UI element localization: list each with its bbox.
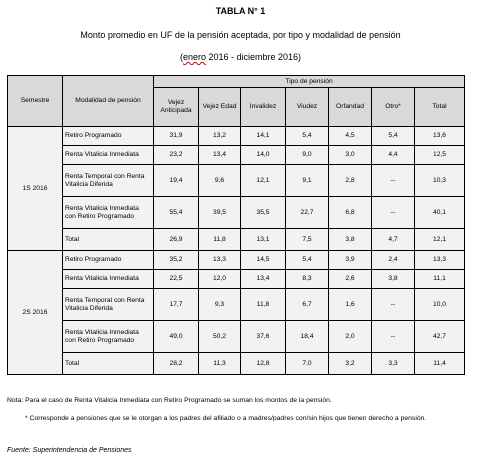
value-cell: --: [372, 289, 415, 321]
value-cell: 28,2: [154, 353, 199, 375]
modalidad-cell: Retiro Programado: [63, 127, 154, 146]
value-cell: 3,0: [329, 146, 372, 165]
value-cell: 13,2: [199, 127, 241, 146]
value-cell: 13,1: [241, 229, 286, 251]
value-cell: 3,8: [329, 229, 372, 251]
table-subtitle: Monto promedio en UF de la pensión aceptada, por tipo y modalidad de pensión: [80, 30, 401, 40]
table-row: [8, 251, 465, 270]
value-cell: 26,9: [154, 229, 199, 251]
value-cell: 13,3: [415, 251, 465, 270]
value-cell: 9,1: [286, 165, 329, 197]
header-col: Total: [415, 88, 465, 127]
value-cell: 13,4: [241, 270, 286, 289]
value-cell: 13,6: [415, 127, 465, 146]
modalidad-cell: Retiro Programado: [63, 251, 154, 270]
modalidad-cell: Total: [63, 353, 154, 375]
value-cell: 17,7: [154, 289, 199, 321]
value-cell: 11,8: [241, 289, 286, 321]
source-text: Fuente: Superintendencia de Pensiones: [7, 447, 132, 454]
value-cell: 49,0: [154, 321, 199, 353]
value-cell: 55,4: [154, 197, 199, 229]
value-cell: 4,4: [372, 146, 415, 165]
table-row: [8, 353, 465, 375]
modalidad-cell: Total: [63, 229, 154, 251]
value-cell: 3,3: [372, 353, 415, 375]
value-cell: 11,8: [199, 229, 241, 251]
value-cell: 9,6: [199, 165, 241, 197]
value-cell: 22,7: [286, 197, 329, 229]
value-cell: 6,8: [329, 197, 372, 229]
value-cell: 3,2: [329, 353, 372, 375]
value-cell: 13,3: [199, 251, 241, 270]
modalidad-cell: Renta Temporal con Renta Vitalicia Diferida: [63, 289, 154, 321]
modalidad-cell: Renta Vitalicia Inmediata con Retiro Programado: [63, 321, 154, 353]
value-cell: 7,5: [286, 229, 329, 251]
value-cell: 4,7: [372, 229, 415, 251]
header-tipo: Tipo de pensión: [154, 76, 465, 88]
value-cell: 5,4: [372, 127, 415, 146]
value-cell: 5,4: [286, 251, 329, 270]
value-cell: 2,0: [329, 321, 372, 353]
value-cell: 6,7: [286, 289, 329, 321]
value-cell: 12,1: [415, 229, 465, 251]
value-cell: 14,1: [241, 127, 286, 146]
value-cell: 12,1: [241, 165, 286, 197]
value-cell: 2,6: [329, 270, 372, 289]
period-rest: 2016 - diciembre 2016): [205, 52, 302, 62]
value-cell: 12,0: [199, 270, 241, 289]
period-line: [0, 52, 481, 62]
header-col: Invalidez: [241, 88, 286, 127]
value-cell: 9,3: [199, 289, 241, 321]
table-title: TABLA N° 1: [215, 6, 266, 16]
header-modalidad: Modalidad de pensión: [63, 76, 154, 127]
value-cell: 11,3: [199, 353, 241, 375]
value-cell: --: [372, 321, 415, 353]
table-row: [8, 270, 465, 289]
table-row: [8, 289, 465, 321]
value-cell: 19,4: [154, 165, 199, 197]
period-month: enero: [182, 52, 206, 62]
value-cell: 11,4: [415, 353, 465, 375]
value-cell: 23,2: [154, 146, 199, 165]
semester-cell: 2S 2016: [8, 251, 63, 375]
value-cell: 14,0: [241, 146, 286, 165]
value-cell: 39,5: [199, 197, 241, 229]
header-col: Vejez Anticipada: [154, 88, 199, 127]
value-cell: --: [372, 197, 415, 229]
modalidad-cell: Renta Vitalicia Inmediata: [63, 146, 154, 165]
value-cell: 1,6: [329, 289, 372, 321]
value-cell: 5,4: [286, 127, 329, 146]
modalidad-cell: Renta Temporal con Renta Vitalicia Diferida: [63, 165, 154, 197]
note-text: Nota: Para el caso de Renta Vitalicia Inmediata con Retiro Programado se suman los montos de la pensión.: [7, 397, 332, 404]
footnote-text: * Corresponde a pensiones que se le otorgan a los padres del afiliado o a madres/padres con/sin hijos que tienen derecho a pensión.: [25, 415, 427, 422]
pension-table: [7, 75, 465, 375]
value-cell: 13,4: [199, 146, 241, 165]
value-cell: --: [372, 165, 415, 197]
value-cell: 8,3: [286, 270, 329, 289]
period-open: (: [179, 52, 183, 62]
table-row: [8, 127, 465, 146]
value-cell: 18,4: [286, 321, 329, 353]
value-cell: 40,1: [415, 197, 465, 229]
header-semestre: Semestre: [8, 76, 63, 127]
modalidad-cell: Renta Vitalicia Inmediata con Retiro Programado: [63, 197, 154, 229]
value-cell: 9,0: [286, 146, 329, 165]
value-cell: 3,9: [329, 251, 372, 270]
value-cell: 22,5: [154, 270, 199, 289]
value-cell: 2,4: [372, 251, 415, 270]
value-cell: 4,5: [329, 127, 372, 146]
header-col: Viudez: [286, 88, 329, 127]
value-cell: 35,5: [241, 197, 286, 229]
value-cell: 14,5: [241, 251, 286, 270]
value-cell: 12,5: [415, 146, 465, 165]
table-row: [8, 229, 465, 251]
value-cell: 10,3: [415, 165, 465, 197]
header-col: Otro*: [372, 88, 415, 127]
value-cell: 50,2: [199, 321, 241, 353]
modalidad-cell: Renta Vitalicia Inmediata: [63, 270, 154, 289]
table-row: [8, 197, 465, 229]
header-col: Orfandad: [329, 88, 372, 127]
value-cell: 3,8: [372, 270, 415, 289]
value-cell: 31,9: [154, 127, 199, 146]
table-row: [8, 165, 465, 197]
value-cell: 10,0: [415, 289, 465, 321]
table-row: [8, 321, 465, 353]
header-col: Vejez Edad: [199, 88, 241, 127]
table-row: [8, 146, 465, 165]
value-cell: 42,7: [415, 321, 465, 353]
semester-cell: 1S 2016: [8, 127, 63, 251]
value-cell: 2,8: [329, 165, 372, 197]
value-cell: 11,1: [415, 270, 465, 289]
value-cell: 7,0: [286, 353, 329, 375]
value-cell: 37,6: [241, 321, 286, 353]
value-cell: 35,2: [154, 251, 199, 270]
value-cell: 12,8: [241, 353, 286, 375]
